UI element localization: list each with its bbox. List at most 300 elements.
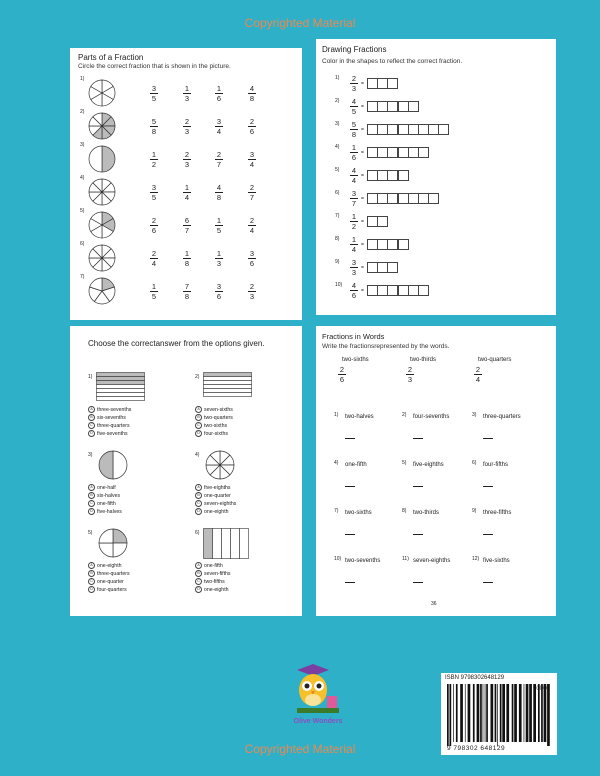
column-part [204, 529, 213, 559]
page1-question-number: 1) [80, 76, 85, 82]
option-letter-circle[interactable]: C [195, 500, 202, 507]
page1-question-number: 4) [80, 175, 85, 181]
page2-fraction [348, 144, 360, 161]
page1-option-fraction-denominator: 5 [151, 193, 157, 202]
page2-question-number: 8) [335, 236, 340, 242]
page1-option-fraction-numerator: 1 [151, 150, 157, 159]
page1-option-fraction [246, 85, 258, 102]
page2-fraction-denominator: 6 [351, 291, 357, 300]
page1-option-fraction [181, 283, 193, 300]
option-letter-circle[interactable]: C [195, 422, 202, 429]
column-part [213, 529, 222, 559]
shape-box[interactable] [418, 147, 429, 158]
shape-boxes[interactable] [367, 147, 428, 158]
question-circle-slice [99, 451, 113, 479]
page1-option-fraction-numerator: 2 [249, 183, 255, 192]
page1-option-fraction-denominator: 4 [151, 259, 157, 268]
option-letter-circle[interactable]: A [88, 406, 95, 413]
equals-sign: = [361, 150, 364, 156]
option-letter-circle[interactable]: A [88, 562, 95, 569]
option-text: three-quarters [97, 422, 130, 429]
page1-title: Parts of a Fraction [78, 53, 144, 62]
page1-option-fraction-denominator: 6 [151, 226, 157, 235]
answer-option[interactable] [88, 500, 122, 508]
option-letter-circle[interactable]: C [195, 578, 202, 585]
shape-box[interactable] [438, 124, 449, 135]
barcode-bar [456, 684, 458, 742]
barcode-bars [445, 684, 553, 746]
question-circle-slice [113, 451, 127, 479]
shape-boxes[interactable] [367, 216, 387, 227]
page1-option-fraction [181, 217, 193, 234]
answer-option[interactable] [88, 492, 122, 500]
barcode-bar [519, 684, 522, 742]
shape-box[interactable] [387, 78, 398, 89]
example-fraction-denominator: 3 [407, 375, 413, 384]
example-fraction [336, 366, 348, 383]
fraction-circle-slice [89, 146, 102, 172]
option-text: two-quarters [204, 414, 233, 421]
option-text: six-halves [97, 492, 121, 499]
item-word: five-sixths [483, 558, 510, 564]
page1-option-fraction-denominator: 8 [184, 259, 190, 268]
answer-line[interactable] [483, 486, 493, 487]
answer-option[interactable] [88, 430, 131, 438]
option-text: three-quarters [97, 570, 130, 577]
page1-option-fraction-numerator: 6 [184, 216, 190, 225]
page-fractions-in-words [316, 326, 556, 616]
option-letter-circle[interactable]: B [195, 570, 202, 577]
barcode-bar [477, 684, 480, 742]
page4-item-number: 3) [472, 412, 477, 418]
barcode-bar [486, 684, 488, 742]
page-drawing-fractions [316, 39, 556, 315]
answer-option[interactable] [88, 562, 130, 570]
option-text: two-fifths [204, 578, 225, 585]
page1-option-fraction-denominator: 8 [249, 94, 255, 103]
option-letter-circle[interactable]: D [88, 508, 95, 515]
page3-question-number: 4) [195, 452, 200, 458]
example-word: two-sixths [342, 357, 369, 363]
page3-question-number: 1) [88, 374, 93, 380]
equals-sign: = [361, 104, 364, 110]
page4-item-number: 8) [402, 508, 407, 514]
answer-line[interactable] [483, 582, 493, 583]
page1-option-fraction [181, 85, 193, 102]
answer-line[interactable] [413, 582, 423, 583]
page1-option-fraction-numerator: 3 [249, 150, 255, 159]
page1-option-fraction-denominator: 5 [151, 292, 157, 301]
option-letter-circle[interactable]: C [88, 578, 95, 585]
page1-option-fraction-denominator: 3 [216, 259, 222, 268]
option-letter-circle[interactable]: D [88, 586, 95, 593]
olive-wonders-logo [283, 660, 353, 730]
answer-option[interactable] [88, 570, 130, 578]
page1-option-fraction [246, 118, 258, 135]
page4-item-number: 7) [334, 508, 339, 514]
answer-option[interactable] [195, 570, 231, 578]
fraction-circle [88, 112, 116, 140]
option-letter-circle[interactable]: C [88, 500, 95, 507]
example-fraction [404, 366, 416, 383]
page1-option-fraction-numerator: 3 [249, 249, 255, 258]
shape-boxes[interactable] [367, 101, 418, 112]
barcode-bar [460, 684, 463, 742]
option-text: four-quarters [97, 586, 127, 593]
barcode-bar [465, 684, 466, 742]
answer-option[interactable] [195, 578, 231, 586]
page1-option-fraction [181, 184, 193, 201]
option-text: three-sevenths [97, 406, 132, 413]
page2-fraction-denominator: 8 [351, 130, 357, 139]
option-letter-circle[interactable]: D [195, 508, 202, 515]
answer-option[interactable] [195, 500, 236, 508]
answer-options [195, 562, 231, 594]
equals-sign: = [361, 196, 364, 202]
option-text: one-fifth [97, 500, 116, 507]
page1-option-fraction-denominator: 4 [249, 160, 255, 169]
page1-option-fraction [148, 151, 160, 168]
page1-option-fraction-denominator: 2 [151, 160, 157, 169]
barcode-bar [524, 684, 525, 742]
option-text: seven-eighths [204, 500, 237, 507]
answer-options [88, 562, 130, 594]
answer-option[interactable] [195, 508, 236, 516]
page1-option-fraction-numerator: 1 [151, 282, 157, 291]
page2-question-number: 6) [335, 190, 340, 196]
page2-fraction-denominator: 6 [351, 153, 357, 162]
page1-option-fraction-denominator: 5 [151, 94, 157, 103]
example-fraction-denominator: 6 [339, 375, 345, 384]
barcode-bar [491, 684, 494, 742]
page2-fraction-numerator: 3 [351, 189, 357, 198]
strip-part [204, 373, 252, 377]
option-letter-circle[interactable]: D [195, 586, 202, 593]
page-parts-of-fraction [70, 48, 302, 320]
shape-box[interactable] [398, 170, 409, 181]
watermark-top: Copyrighted Material [244, 16, 356, 30]
answer-option[interactable] [195, 562, 231, 570]
page2-instruction: Color in the shapes to reflect the correct fraction. [322, 58, 463, 65]
shape-boxes[interactable] [367, 78, 398, 89]
column-part [231, 529, 240, 559]
shape-boxes[interactable] [367, 285, 428, 296]
shape-box[interactable] [408, 101, 419, 112]
answer-line[interactable] [413, 486, 423, 487]
page2-fraction [348, 75, 360, 92]
option-text: four-sixths [204, 430, 228, 437]
page2-question-number: 7) [335, 213, 340, 219]
fraction-circle-slice [102, 146, 115, 172]
equals-sign: = [361, 288, 364, 294]
page1-option-fraction-numerator: 1 [184, 249, 190, 258]
barcode-bar [483, 684, 484, 742]
item-word: seven-eighths [413, 558, 451, 564]
page2-fraction-denominator: 4 [351, 176, 357, 185]
page1-option-fraction [213, 151, 225, 168]
page1-option-fraction [213, 85, 225, 102]
barcode-bar [447, 684, 449, 746]
page1-option-fraction-denominator: 6 [249, 259, 255, 268]
option-text: six-sevenths [97, 414, 126, 421]
option-letter-circle[interactable]: D [88, 430, 95, 437]
page1-option-fraction-numerator: 1 [216, 84, 222, 93]
answer-option[interactable] [195, 430, 233, 438]
item-word: four-fifths [483, 462, 509, 468]
strip-part [97, 397, 145, 401]
shape-boxes[interactable] [367, 193, 438, 204]
strip-part [204, 381, 252, 385]
page1-option-fraction [213, 217, 225, 234]
equals-sign: = [361, 265, 364, 271]
page1-option-fraction-numerator: 2 [184, 117, 190, 126]
option-letter-circle[interactable]: A [195, 484, 202, 491]
page1-option-fraction-denominator: 7 [216, 160, 222, 169]
fraction-circle [88, 211, 116, 239]
question-circle [98, 528, 128, 558]
page1-option-fraction-denominator: 7 [249, 193, 255, 202]
page3-question-number: 2) [195, 374, 200, 380]
option-text: five-sevenths [97, 430, 128, 437]
fraction-circle [88, 178, 116, 206]
page4-item-number: 9) [472, 508, 477, 514]
question-circle-slice [113, 529, 127, 543]
question-circle-slice [113, 543, 127, 557]
equals-sign: = [361, 242, 364, 248]
page1-option-fraction-numerator: 3 [151, 183, 157, 192]
item-word: three-fifths [483, 510, 512, 516]
page1-option-fraction-denominator: 8 [216, 193, 222, 202]
option-text: seven-fifths [204, 570, 231, 577]
page2-fraction [348, 259, 360, 276]
page-choose-answer [70, 326, 302, 616]
page2-question-number: 5) [335, 167, 340, 173]
option-letter-circle[interactable]: B [88, 414, 95, 421]
page1-option-fraction-denominator: 3 [249, 292, 255, 301]
equals-sign: = [361, 81, 364, 87]
answer-option[interactable] [88, 508, 122, 516]
page4-item-number: 6) [472, 460, 477, 466]
shape-box[interactable] [418, 285, 429, 296]
page2-question-number: 9) [335, 259, 340, 265]
page4-instruction: Write the fractionsrepresented by the words. [322, 343, 450, 350]
answer-option[interactable] [88, 422, 131, 430]
page1-option-fraction-numerator: 2 [184, 150, 190, 159]
option-letter-circle[interactable]: D [195, 430, 202, 437]
page2-fraction [348, 213, 360, 230]
shape-boxes[interactable] [367, 262, 398, 273]
answer-option[interactable] [88, 414, 131, 422]
strip-part [204, 377, 252, 381]
page1-option-fraction-numerator: 2 [249, 282, 255, 291]
item-word: two-halves [345, 414, 374, 420]
page1-option-fraction [148, 184, 160, 201]
barcode-bar [533, 684, 536, 742]
answer-option[interactable] [195, 586, 231, 594]
page1-instruction: Circle the correct fraction that is shown in the picture. [78, 63, 231, 70]
barcode-bar [450, 684, 452, 746]
page2-question-number: 3) [335, 121, 340, 127]
answer-line[interactable] [413, 534, 423, 535]
option-letter-circle[interactable]: A [195, 406, 202, 413]
page1-question-number: 2) [80, 109, 85, 115]
page1-option-fraction-numerator: 2 [249, 117, 255, 126]
page4-item-number: 5) [402, 460, 407, 466]
option-letter-circle[interactable]: B [88, 492, 95, 499]
page1-option-fraction [148, 250, 160, 267]
shape-boxes[interactable] [367, 170, 408, 181]
option-letter-circle[interactable]: B [88, 570, 95, 577]
page1-option-fraction [148, 118, 160, 135]
page3-question-number: 5) [88, 530, 93, 536]
answer-option[interactable] [195, 422, 233, 430]
answer-line[interactable] [483, 534, 493, 535]
page1-option-fraction [246, 184, 258, 201]
strip-part [97, 389, 145, 393]
page1-option-fraction [213, 184, 225, 201]
page1-option-fraction-numerator: 1 [216, 216, 222, 225]
option-letter-circle[interactable]: A [195, 562, 202, 569]
answer-line[interactable] [413, 438, 423, 439]
shape-box[interactable] [398, 239, 409, 250]
page1-option-fraction-denominator: 7 [184, 226, 190, 235]
owl-icon [283, 660, 353, 720]
page1-question-number: 5) [80, 208, 85, 214]
option-text: one-fifth [204, 562, 223, 569]
answer-option[interactable] [195, 484, 236, 492]
shape-box[interactable] [377, 216, 388, 227]
shape-box[interactable] [428, 193, 439, 204]
option-text: one-quarter [204, 492, 231, 499]
equals-sign: = [361, 173, 364, 179]
page1-option-fraction-numerator: 2 [151, 216, 157, 225]
page2-question-number: 1) [335, 75, 340, 81]
shape-box[interactable] [387, 262, 398, 273]
answer-options [195, 484, 236, 516]
page1-option-fraction-denominator: 4 [184, 193, 190, 202]
page1-option-fraction-numerator: 1 [216, 249, 222, 258]
barcode-bar [473, 684, 475, 742]
page2-question-number: 4) [335, 144, 340, 150]
barcode-bar [547, 684, 550, 746]
page1-question-number: 3) [80, 142, 85, 148]
shape-boxes[interactable] [367, 124, 449, 135]
fraction-circle [88, 145, 116, 173]
option-text: one-eighth [204, 508, 229, 515]
barcode-bar [497, 684, 498, 746]
question-circle-slice [99, 529, 113, 543]
answer-option[interactable] [195, 414, 233, 422]
page2-fraction-numerator: 2 [351, 74, 357, 83]
column-part [240, 529, 249, 559]
fraction-circle [88, 79, 116, 107]
barcode-bar [500, 684, 502, 742]
page1-option-fraction [213, 283, 225, 300]
page1-option-fraction-denominator: 3 [184, 160, 190, 169]
barcode-bar [538, 684, 540, 742]
answer-line[interactable] [483, 438, 493, 439]
page1-option-fraction [246, 250, 258, 267]
page1-option-fraction-denominator: 3 [184, 127, 190, 136]
page2-fraction [348, 121, 360, 138]
barcode-bar [512, 684, 514, 742]
page1-option-fraction [148, 217, 160, 234]
watermark-bottom: Copyrighted Material [244, 742, 356, 756]
shape-boxes[interactable] [367, 239, 408, 250]
equals-sign: = [361, 219, 364, 225]
example-fraction-numerator: 2 [475, 365, 481, 374]
item-word: two-thirds [413, 510, 440, 516]
page-number: 36 [431, 601, 437, 607]
question-circle [98, 450, 128, 480]
example-fraction [472, 366, 484, 383]
strip-part [204, 385, 252, 389]
page4-item-number: 2) [402, 412, 407, 418]
answer-option[interactable] [88, 586, 130, 594]
page1-option-fraction-denominator: 8 [184, 292, 190, 301]
page2-fraction-denominator: 3 [351, 268, 357, 277]
answer-line[interactable] [345, 438, 355, 439]
answer-option[interactable] [88, 484, 122, 492]
page4-item-number: 1) [334, 412, 339, 418]
logo-text: Olive Wonders [293, 718, 343, 725]
page3-title: Choose the correctanswer from the options given. [88, 339, 265, 348]
example-fraction-denominator: 4 [475, 375, 481, 384]
answer-option[interactable] [88, 578, 130, 586]
option-letter-circle[interactable]: B [195, 414, 202, 421]
fraction-circle [88, 244, 116, 272]
page1-option-fraction-numerator: 3 [216, 282, 222, 291]
page2-fraction [348, 282, 360, 299]
page1-option-fraction-denominator: 8 [151, 127, 157, 136]
page3-question-number: 3) [88, 452, 93, 458]
item-word: three-quarters [483, 414, 521, 420]
page2-fraction-denominator: 5 [351, 107, 357, 116]
page1-option-fraction [246, 151, 258, 168]
page4-item-number: 10) [334, 556, 342, 562]
page1-option-fraction-denominator: 6 [216, 292, 222, 301]
page1-option-fraction-denominator: 6 [249, 127, 255, 136]
answer-line[interactable] [345, 486, 355, 487]
answer-line[interactable] [345, 534, 355, 535]
option-letter-circle[interactable]: C [88, 422, 95, 429]
answer-option[interactable] [195, 406, 233, 414]
page4-item-number: 12) [472, 556, 480, 562]
page1-option-fraction [213, 250, 225, 267]
barcode-bar [495, 684, 497, 742]
option-letter-circle[interactable]: A [88, 484, 95, 491]
answer-line[interactable] [345, 582, 355, 583]
page1-option-fraction-denominator: 6 [216, 94, 222, 103]
page1-option-fraction [181, 151, 193, 168]
barcode-bar [485, 684, 486, 742]
page1-question-number: 6) [80, 241, 85, 247]
example-fraction-numerator: 2 [407, 365, 413, 374]
page1-option-fraction-numerator: 2 [249, 216, 255, 225]
option-letter-circle[interactable]: B [195, 492, 202, 499]
option-text: one-quarter [97, 578, 124, 585]
item-word: one-fifth [345, 462, 367, 468]
answer-option[interactable] [195, 492, 236, 500]
barcode-bar [544, 684, 547, 742]
page2-fraction-denominator: 2 [351, 222, 357, 231]
column-part [222, 529, 231, 559]
answer-option[interactable] [88, 406, 131, 414]
option-text: one-eighth [204, 586, 229, 593]
question-circle-slice [99, 543, 113, 557]
page1-option-fraction-numerator: 1 [184, 84, 190, 93]
page2-fraction-denominator: 7 [351, 199, 357, 208]
